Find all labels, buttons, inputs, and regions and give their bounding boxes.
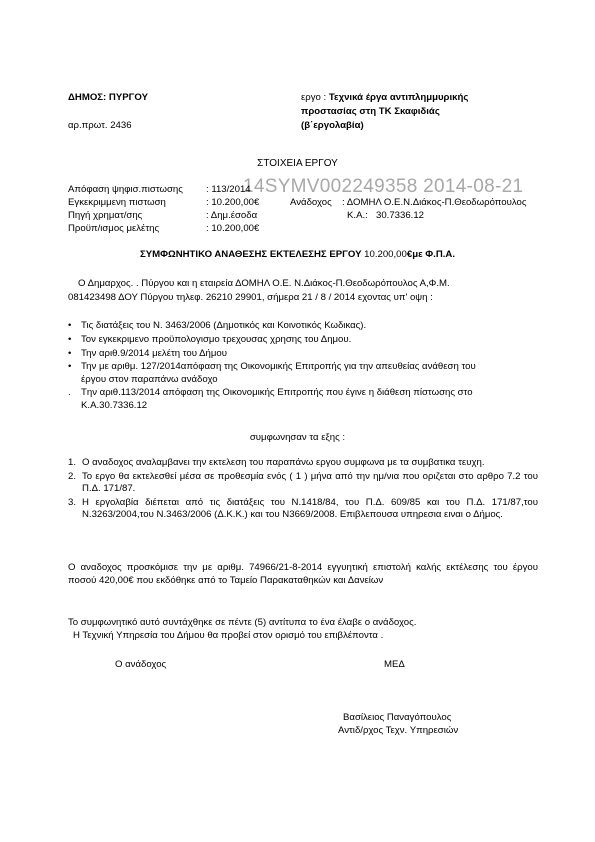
agreement-title: [0, 249, 595, 261]
contractor-value: : ΔΟΜΗΛ Ο.Ε.Ν.Διάκος-Π.Θεοδωρόπουλος: [342, 197, 527, 208]
decision-value: : 113/2014: [206, 184, 251, 195]
agreement-title-text: ΣΥΜΦΩΝΗΤΙΚΟ ΑΝΑΘΕΣΗΣ ΕΚΤΕΛΕΣΗΣ ΕΡΓΟΥ: [139, 249, 362, 260]
list-item-text: Tην αριθ.113/2014 απόφαση της Οικονομικής Επιτροπής που έγινε η διάθεση πίστωσης στο Κ.Α.30.7336.12: [81, 387, 473, 411]
intro-line-1: Ο Δημαρχος. . Πύργου και η εταιρεία ΔΟΜΗΛ Ο.Ε. Ν.Διάκος-Π.Θεοδωρόπουλος Α,Φ.Μ.: [78, 278, 450, 289]
list-item-text: Η εργολαβία διέπεται από τις διατάξεις του Ν.1418/84, του Π.Δ. 609/85 και του Π.Δ. 171/87,του Ν.3263/2004,του Ν.3463/2006 (Δ.Κ.Κ.) και του Ν3669/2008. Επιβλεπουσα υπηρεσια ειναι ο Δήμος.: [82, 496, 538, 521]
list-item: [68, 334, 548, 346]
list-item: [68, 348, 548, 360]
signer-title: Αντιδ/ρχος Τεχν. Υπηρεσιών: [338, 725, 459, 736]
municipality-name: ΔΗΜΟΣ: ΠΥΡΓΟΥ: [68, 92, 148, 103]
list-item-text: Την με αριθμ. 127/2014απόφαση της Οικονομικής Επιτροπής για την απευθείας ανάθεση του έργου στον παραπάνω ανάδοχο: [81, 361, 476, 385]
list-item-text: Την αριθ.9/2014 μελέτη του Δήμου: [81, 347, 227, 359]
considerations-list: [68, 320, 548, 414]
decision-label: Απόφαση ψηφισ.πιστωσης: [68, 184, 183, 195]
project-title-line-3: (β΄εργολαβία): [301, 120, 364, 131]
funding-source-value: : Δημ.έσοδα: [206, 210, 258, 221]
list-item: [68, 320, 548, 332]
list-item-text: Τις διατάξεις του Ν. 3463/2006 (Δημοτικός και Κοινοτικός Κωδικας).: [81, 320, 367, 331]
protocol-number: αρ.πρωτ. 2436: [68, 120, 132, 131]
study-budget-label: Προϋπ/ισμος μελέτης: [68, 223, 160, 234]
list-item: [68, 457, 538, 469]
contractor-label: Ανάδοχος: [290, 197, 332, 208]
closing-line-2: Η Τεχνική Υπηρεσία του Δήμου θα προβεί στον ορισμό του επιβλέποντα .: [73, 630, 384, 641]
agreement-vat-suffix: €με Φ.Π.Α.: [406, 249, 456, 260]
intro-line-2: 081423498 ΔΟΥ Πύργου τηλεφ. 26210 29901, σήμερα 21 / 8 / 2014 εχοντας υπ' οψη :: [68, 292, 433, 303]
approved-credit-value: : 10.200,00€: [206, 197, 260, 208]
bullet-marker: .: [68, 387, 71, 399]
term-number: 3.: [68, 496, 77, 508]
list-item: [68, 471, 538, 496]
list-item-text: Ο αναδοχος αναλαμβανει την εκτελεση του παραπάνω εργου συμφωνα με τα συμβατικα τευχη.: [82, 457, 485, 468]
project-title-line-1: Τεχνικά έργα αντιπλημμυρικής: [328, 92, 469, 103]
list-item: [68, 361, 481, 386]
agreed-heading: συμφωνησαν τα εξης :: [249, 432, 346, 443]
ka-value: 30.7336.12: [376, 210, 425, 221]
list-item: [68, 387, 491, 412]
project-label: εργο :: [301, 92, 327, 103]
closing-line-1: Το συμφωνητικό αυτό συντάχθηκε σε πέντε (5) αντίτυπα το ένα έλαβε ο ανάδοχος.: [68, 617, 417, 628]
project-details-title: ΣΤΟΙΧΕΙΑ ΕΡΓΟΥ: [257, 158, 338, 169]
contractor-signature-label: Ο ανάδοχος: [115, 659, 167, 670]
list-item-text: Τον εγκεκριμενο προϋπολογισμο τρεχουσας χρησης του Δημου.: [81, 333, 352, 345]
list-item-text: Το εργο θα εκτελεσθεί μέσα σε προθεσμία ενός ( 1 ) μήνα από την ημ/νια που οριζεται στο αρθρο 7.2 του Π.Δ. 171/87.: [82, 470, 538, 495]
project-heading: [301, 92, 468, 104]
project-title-line-2: προστασίας στη ΤΚ Σκαφιδιάς: [301, 106, 440, 117]
registration-watermark: 14SYMV002249358 2014-08-21: [243, 176, 524, 197]
bullet-marker: •: [68, 320, 72, 331]
med-signature-label: ΜΕΔ: [384, 659, 405, 670]
term-number: 2.: [68, 470, 77, 482]
approved-credit-label: Εγκεκριμμενη πιστωση: [68, 197, 166, 208]
signer-name: Βασίλειος Παναγόπουλος: [343, 712, 452, 723]
study-budget-value: : 10.200,00€: [206, 223, 260, 234]
bullet-marker: •: [68, 333, 72, 345]
term-number: 1.: [68, 457, 77, 468]
guarantee-paragraph: Ο αναδοχος προσκόμισε την με αριθμ. 74966/21-8-2014 εγγυητική επιστολή καλής εκτέλεσης του έργου ποσού 420,00€ που εκδόθηκε από το Ταμείο Παρακαταθηκών και Δανείων: [68, 562, 538, 586]
list-item: [68, 497, 538, 522]
terms-list: [68, 457, 538, 523]
funding-source-label: Πηγή χρηματ/σης: [68, 210, 143, 221]
ka-label: Κ.Α.:: [347, 210, 368, 221]
bullet-marker: •: [68, 347, 72, 359]
agreement-amount: 10.200,00: [364, 249, 407, 260]
bullet-marker: •: [68, 361, 72, 373]
